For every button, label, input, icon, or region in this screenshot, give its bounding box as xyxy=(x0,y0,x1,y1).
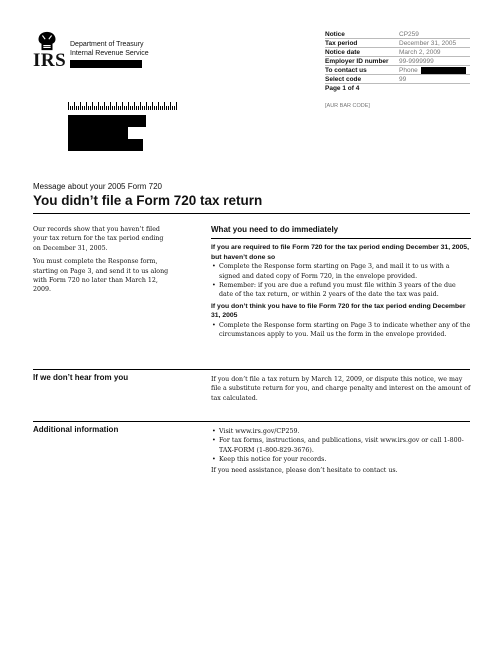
barcode-bar xyxy=(126,106,127,110)
ein-value: 99-9999999 xyxy=(399,58,434,65)
barcode-bar xyxy=(120,106,121,110)
barcode-bar xyxy=(116,102,117,110)
barcode-bar xyxy=(84,106,85,110)
contact-value xyxy=(399,66,470,74)
barcode-bar xyxy=(90,106,91,110)
list-item: • Complete the Response form starting on Page 3 to indicate whether any of the circumstances apply to you. Mail us the form in the envelope provided. xyxy=(211,321,471,340)
barcode-bar xyxy=(78,106,79,110)
notice-date-value: March 2, 2009 xyxy=(399,49,441,56)
barcode-bar xyxy=(168,106,169,110)
list-item: • Visit www.irs.gov/CP259. xyxy=(211,427,471,436)
barcode-bar xyxy=(102,106,103,110)
barcode-bar xyxy=(88,106,89,110)
barcode-bar xyxy=(160,106,161,110)
barcode-bar xyxy=(132,106,133,110)
barcode-bar xyxy=(82,106,83,110)
intro-paragraph-1: Our records show that you haven’t filed your tax return for the tax period ending on December 31, 2005. xyxy=(33,226,164,252)
barcode-bar xyxy=(174,106,175,110)
barcode-bar xyxy=(136,106,137,110)
no-reply-heading: If we don’t hear from you xyxy=(33,373,129,382)
barcode-bar xyxy=(134,102,135,110)
no-reply-text: If you don’t file a tax return by March 12, 2009, or dispute this notice, we may file a substitute return for you, and charge penalty and interest on the amount of tax calculated. xyxy=(211,376,471,402)
select-code-value: 99 xyxy=(399,76,407,83)
barcode-bar xyxy=(104,102,105,110)
barcode-bar xyxy=(130,106,131,110)
additional-section xyxy=(211,427,471,475)
case2-bullet-list xyxy=(211,321,471,340)
ein-label: Employer ID number xyxy=(325,58,389,65)
title-divider xyxy=(33,213,470,214)
letter-subtitle: Message about your 2005 Form 720 xyxy=(33,182,162,191)
barcode-bar xyxy=(162,106,163,110)
notice-date-label: Notice date xyxy=(325,49,361,56)
barcode-bar xyxy=(158,102,159,110)
immediate-heading-divider xyxy=(211,238,471,239)
redacted-address-line xyxy=(70,60,142,68)
tax-period-value: December 31, 2005 xyxy=(399,40,457,47)
page-indicator: Page 1 of 4 xyxy=(325,85,360,92)
department-block xyxy=(70,40,149,58)
list-item: • Complete the Response form starting on Page 3, and mail it to us with a signed and dated copy of Form 720, in the envelope provided. xyxy=(211,262,471,281)
closing-text: If you need assistance, please don’t hesitate to contact us. xyxy=(211,466,398,474)
redacted-recipient-street xyxy=(68,127,128,139)
barcode-bar xyxy=(142,106,143,110)
letter-title: You didn’t file a Form 720 tax return xyxy=(33,193,263,208)
barcode-bar xyxy=(140,102,141,110)
barcode-bar xyxy=(150,106,151,110)
case1-bullet-list xyxy=(211,262,471,300)
barcode-bar xyxy=(96,106,97,110)
barcode-bar xyxy=(110,102,111,110)
barcode-bar xyxy=(108,106,109,110)
tax-period-label: Tax period xyxy=(325,40,358,47)
barcode-bar xyxy=(74,102,75,110)
barcode-bar xyxy=(86,102,87,110)
department-name: Department of Treasury xyxy=(70,41,144,48)
section-divider xyxy=(33,421,470,422)
barcode-bar xyxy=(94,106,95,110)
notice-info-box xyxy=(325,30,470,93)
barcode-bar xyxy=(124,106,125,110)
aur-barcode-placeholder: [AUR BAR CODE] xyxy=(325,103,370,109)
barcode-bar xyxy=(176,102,177,110)
postal-barcode xyxy=(68,102,178,110)
contact-label: To contact us xyxy=(325,67,367,74)
barcode-bar xyxy=(166,106,167,110)
intro-column xyxy=(33,225,173,299)
service-name: Internal Revenue Service xyxy=(70,50,149,57)
notice-value: CP259 xyxy=(399,31,419,38)
intro-paragraph-2: You must complete the Response form, starting on Page 3, and send it to us along with Form 720 no later than March 12, 2009. xyxy=(33,258,169,294)
barcode-bar xyxy=(170,102,171,110)
case1-heading: If you are required to file Form 720 for the tax period ending December 31, 2005, but haven’t done so xyxy=(211,244,469,261)
additional-heading: Additional information xyxy=(33,425,119,434)
list-item: • For tax forms, instructions, and publications, visit www.irs.gov or call 1-800-TAX-FORM (1-800-829-3676). xyxy=(211,436,471,455)
additional-bullet-list xyxy=(211,427,471,465)
barcode-bar xyxy=(144,106,145,110)
barcode-bar xyxy=(76,106,77,110)
case2-heading: If you don’t think you have to file Form 720 for the tax period ending December 31, 2005 xyxy=(211,302,466,320)
select-code-label: Select code xyxy=(325,76,362,83)
barcode-bar xyxy=(106,106,107,110)
notice-label: Notice xyxy=(325,31,345,38)
immediate-section xyxy=(211,225,471,339)
barcode-bar xyxy=(156,106,157,110)
barcode-bar xyxy=(114,106,115,110)
irs-eagle-logo-icon xyxy=(33,30,61,52)
redacted-recipient-name xyxy=(68,115,146,127)
barcode-bar xyxy=(112,106,113,110)
barcode-bar xyxy=(172,106,173,110)
barcode-bar xyxy=(70,106,71,110)
immediate-heading: What you need to do immediately xyxy=(211,225,339,234)
contact-phone-label: Phone xyxy=(399,67,418,74)
barcode-bar xyxy=(122,102,123,110)
agency-short-name: IRS xyxy=(33,50,67,71)
section-divider xyxy=(33,369,470,370)
barcode-bar xyxy=(92,102,93,110)
barcode-bar xyxy=(164,102,165,110)
barcode-bar xyxy=(118,106,119,110)
barcode-bar xyxy=(154,106,155,110)
barcode-bar xyxy=(138,106,139,110)
barcode-bar xyxy=(148,106,149,110)
barcode-bar xyxy=(128,102,129,110)
barcode-bar xyxy=(152,102,153,110)
barcode-bar xyxy=(72,106,73,110)
list-item: • Keep this notice for your records. xyxy=(211,455,471,464)
barcode-bar xyxy=(68,102,69,110)
barcode-bar xyxy=(80,102,81,110)
barcode-bar xyxy=(146,102,147,110)
list-item: • Remember: if you are due a refund you must file within 3 years of the due date of the tax return, or within 2 years of the date the tax was paid. xyxy=(211,281,471,300)
redacted-recipient-city xyxy=(68,139,143,151)
barcode-bar xyxy=(100,106,101,110)
redacted-phone xyxy=(421,67,466,74)
barcode-bar xyxy=(98,102,99,110)
